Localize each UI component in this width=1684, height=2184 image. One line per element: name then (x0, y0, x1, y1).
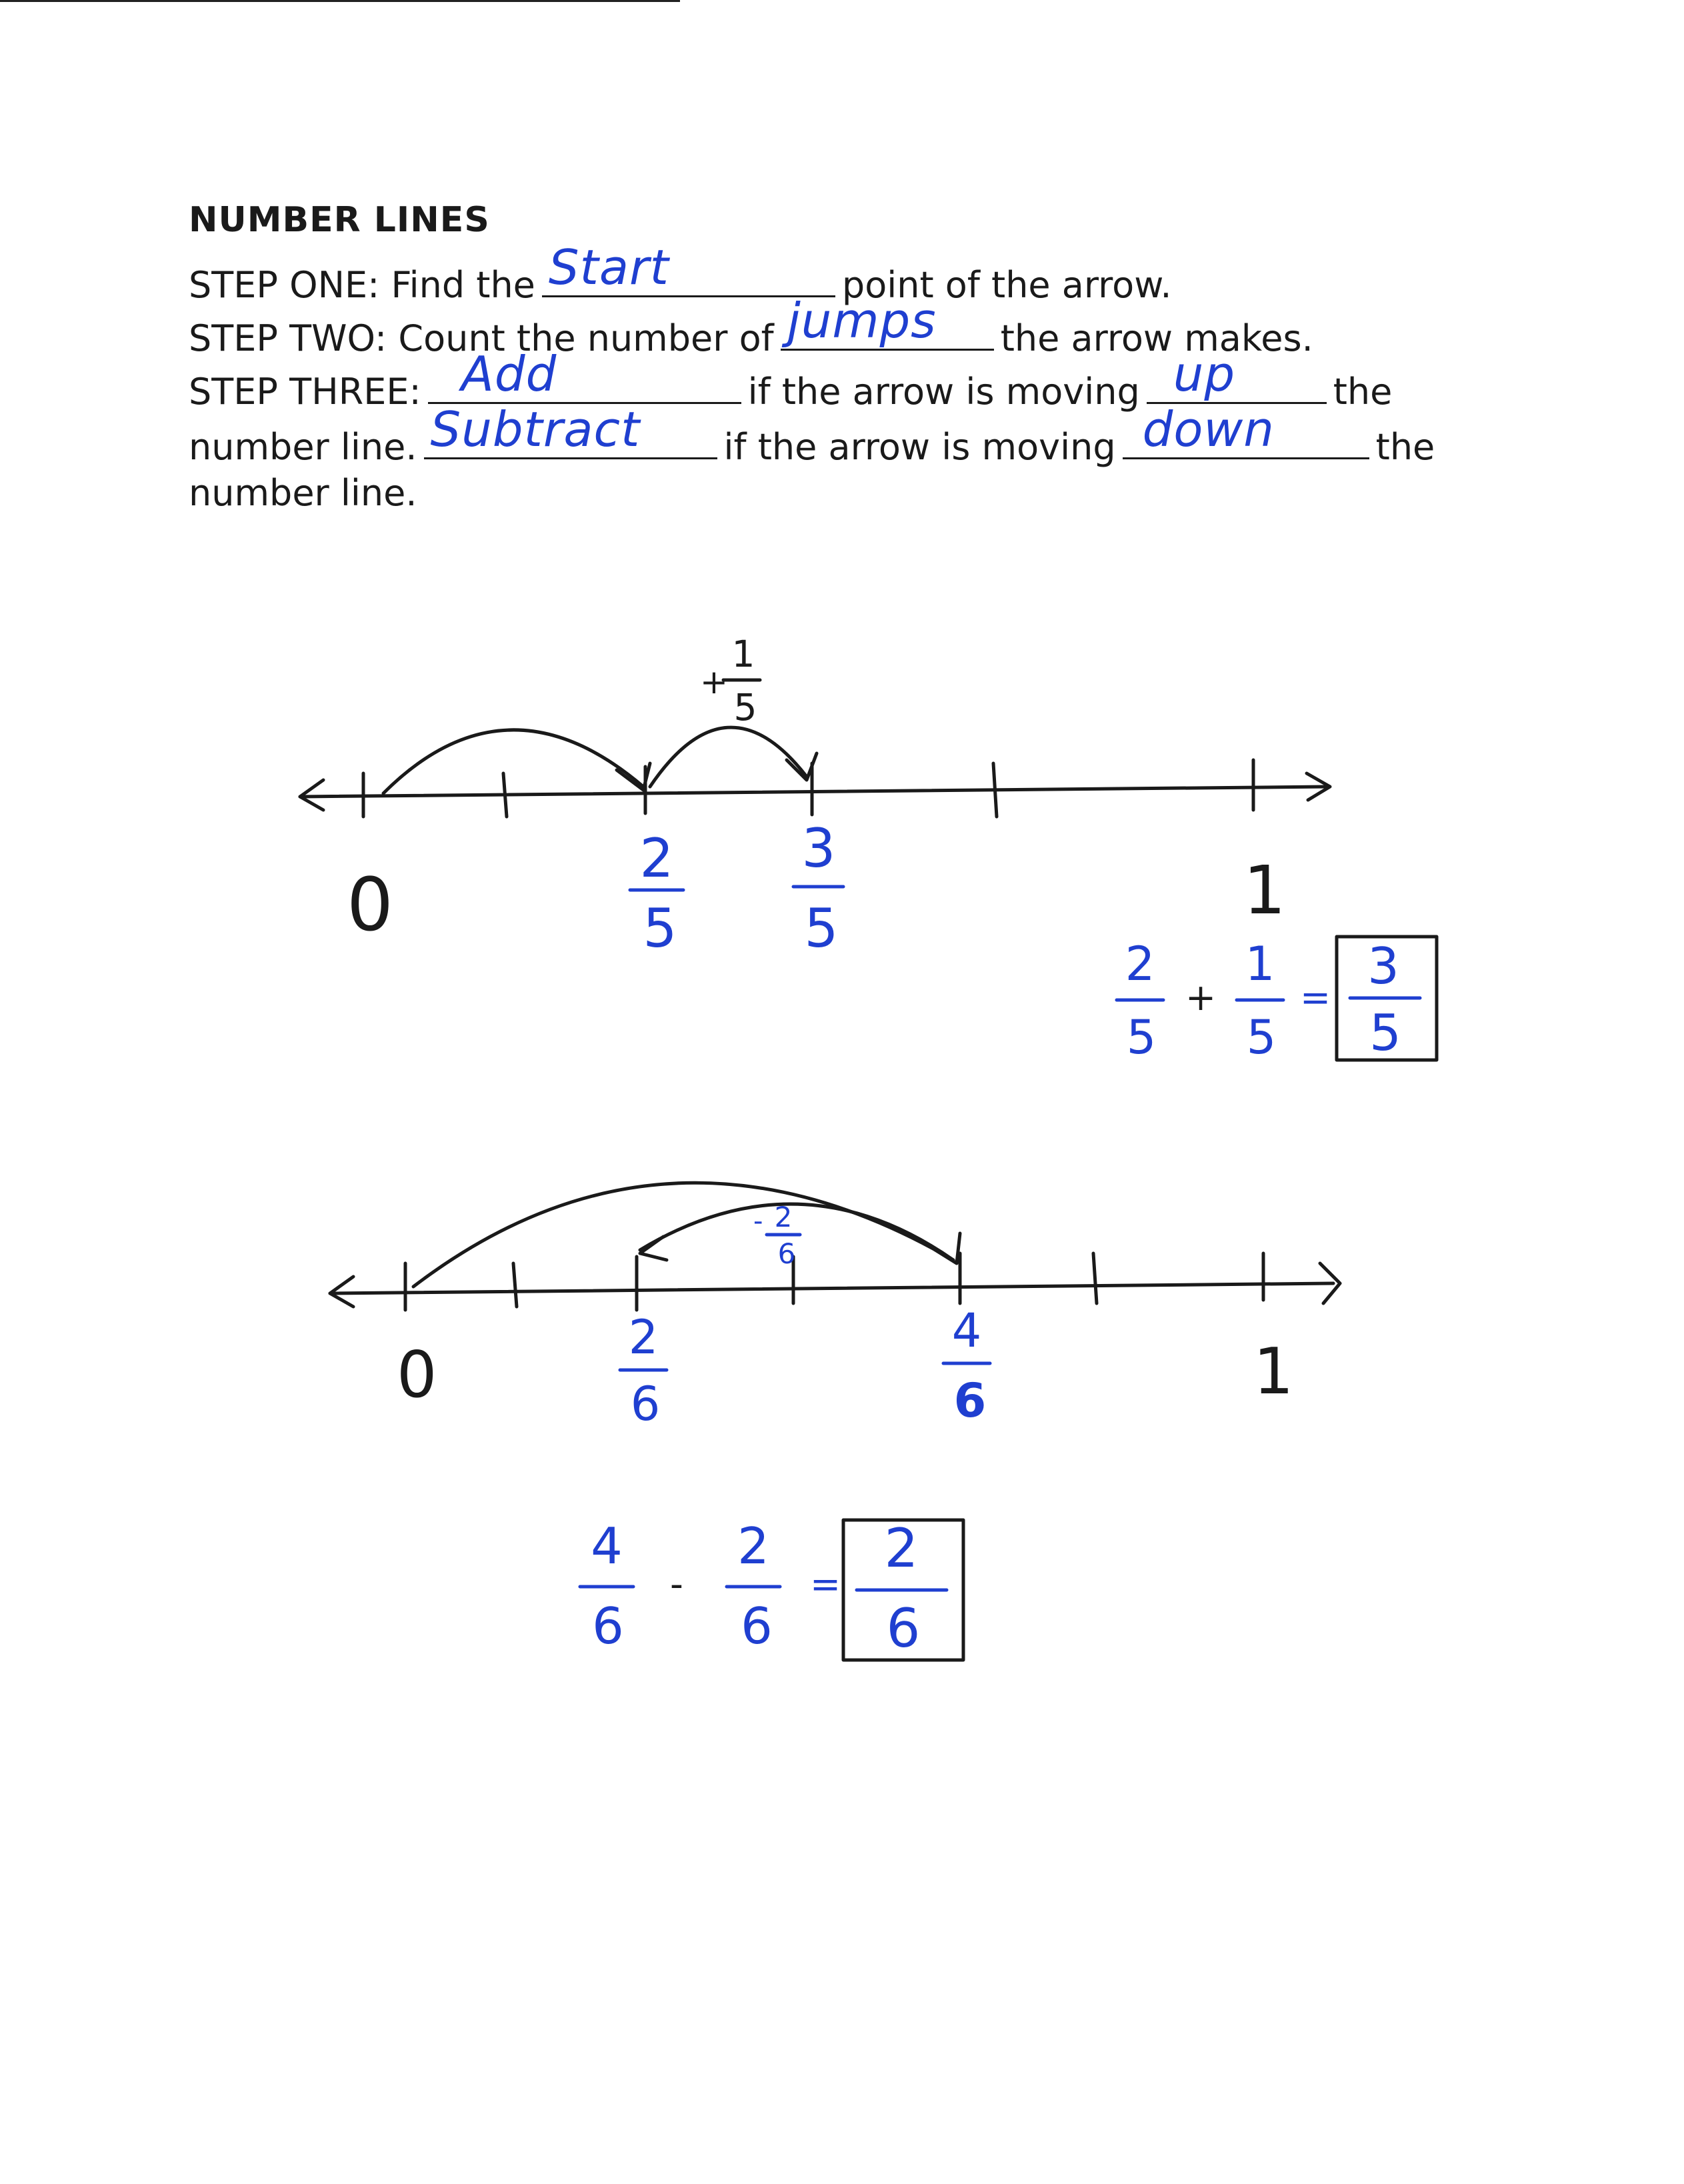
eq1-eq: = (1300, 976, 1331, 1019)
eq1-b-num: 1 (1245, 937, 1275, 991)
number-line-fifths (300, 727, 1330, 817)
tick-1-1 (503, 773, 507, 817)
equation-1 (1117, 937, 1437, 1065)
jump-sign-2: - (753, 1206, 763, 1237)
eq2-a-den: 6 (592, 1597, 624, 1655)
step-three-answer-up: up (1173, 346, 1236, 402)
eq2-eq: = (810, 1563, 841, 1605)
end-num-2: 2 (628, 1310, 659, 1365)
jump-num-1: 1 (731, 633, 755, 675)
jump-arc-2-inner (640, 1204, 953, 1260)
jump-den-2: 6 (777, 1237, 796, 1270)
label-start-fraction-2 (943, 1303, 990, 1428)
equation-2 (580, 1517, 963, 1660)
label-end-fraction-2 (620, 1310, 667, 1431)
eq2-a-num: 4 (591, 1517, 623, 1575)
eq2-b-den: 6 (741, 1597, 773, 1655)
number-line-sixths (330, 1183, 1340, 1310)
eq2-result-num: 2 (884, 1517, 919, 1579)
jump-label-2 (753, 1201, 800, 1270)
eq2-result-den: 6 (886, 1597, 921, 1659)
label-zero-1: 0 (347, 862, 393, 947)
jump-arc-1b (650, 727, 807, 787)
step-two-answer: jumps (787, 293, 937, 349)
step-three-answer-add: Add (461, 346, 557, 402)
label-start-fraction-1 (630, 827, 683, 959)
step-one-text: STEP ONE: Find the (189, 264, 535, 306)
eq1-b-den: 5 (1246, 1010, 1277, 1065)
start-den-2: 6 (953, 1373, 987, 1428)
end-den-2: 6 (630, 1377, 661, 1431)
worksheet-title: NUMBER LINES (189, 200, 490, 240)
jump-den-1: 5 (733, 686, 757, 729)
step-two-text: STEP TWO: Count the number of (189, 317, 774, 359)
tick-2-1 (513, 1263, 517, 1307)
eq2-b-num: 2 (737, 1517, 769, 1575)
step-three-line-3: number line. (189, 472, 417, 514)
tick-2-5 (1093, 1253, 1097, 1303)
jump-label-1 (700, 633, 760, 729)
eq1-result-den: 5 (1369, 1003, 1401, 1062)
step-three-mid-2: if the arrow is moving (723, 426, 1116, 468)
label-zero-2: 0 (397, 1339, 437, 1412)
end-den-1: 5 (804, 897, 839, 959)
jump-num-2: 2 (774, 1201, 793, 1233)
label-one-1: 1 (1243, 851, 1286, 929)
jump-arc-2-outer (413, 1183, 953, 1287)
eq1-op: + (1185, 976, 1217, 1019)
eq1-a-num: 2 (1125, 937, 1155, 991)
step-three-text: STEP THREE: (189, 371, 421, 413)
step-three-mid: if the arrow is moving (747, 371, 1140, 413)
step-three-answer-down: down (1142, 401, 1275, 457)
end-num-1: 3 (801, 817, 836, 879)
eq2-op: - (670, 1563, 683, 1605)
jump-sign-1: + (700, 663, 728, 701)
number-line-2-axis (330, 1283, 1333, 1293)
label-one-2: 1 (1253, 1335, 1294, 1409)
label-end-fraction-1 (793, 817, 843, 959)
start-num-1: 2 (639, 827, 674, 889)
step-two-tail: the arrow makes. (1000, 317, 1313, 359)
start-den-1: 5 (643, 897, 677, 959)
eq1-a-den: 5 (1126, 1010, 1157, 1065)
step-three-end-2: the (1375, 426, 1435, 468)
step-three-answer-subtract: Subtract (430, 401, 641, 457)
step-three-line2-text: number line. (189, 426, 417, 468)
step-one-answer: Start (548, 239, 669, 295)
jump-arc-1a (383, 730, 643, 793)
step-three-end: the (1333, 371, 1393, 413)
tick-1-4 (993, 763, 997, 817)
start-num-2: 4 (951, 1303, 982, 1358)
eq1-result-num: 3 (1367, 937, 1399, 995)
step-one-tail: point of the arrow. (841, 264, 1172, 306)
